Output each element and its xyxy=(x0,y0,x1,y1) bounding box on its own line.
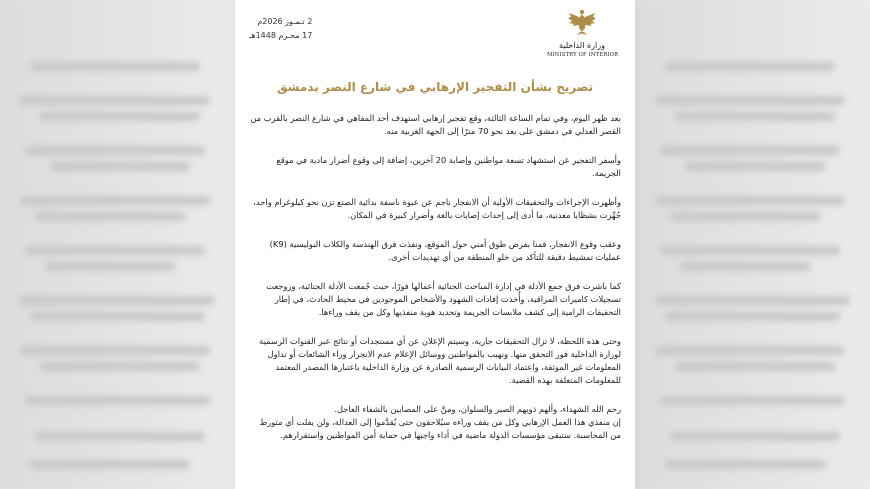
ministry-name-arabic: وزارة الداخلية xyxy=(559,41,605,50)
paragraph: بعد ظهر اليوم، وفي تمام الساعة الثالثة، وقع تفجير إرهابي استهدف أحد المقاهي في شارع النصر بالقرب من القصر العدلي في دمشق على بعد نحو 70 مترًا إلى الجهة الغربية منه. xyxy=(250,113,621,136)
background-blur-left xyxy=(0,0,235,489)
ministry-logo xyxy=(547,8,617,58)
date-block xyxy=(249,15,312,43)
background-blur-right xyxy=(635,0,870,489)
statement-title: تصريح بشأن التفجير الإرهابي في شارع النصر بدمشق xyxy=(276,80,594,94)
paragraph: وعقب وقوع الانفجار، قمنا بفرض طوق أمني حول الموقع، ونفذت فرق الهندسة والكلاب البوليسية (K9) عمليات تمشيط دقيقة للتأكد من خلو المنطقة من أي تهديدات أخرى. xyxy=(269,239,621,262)
paragraph: وأظهرت الإجراءات والتحقيقات الأولية أن الانفجار ناجم عن عبوة ناسفة بدائية الصنع تزن نحو كيلوغرام واحد، جُهِّزت بشظايا معدنية، ما أدى إلى إحداث إصابات بالغة وأضرار كبيرة في المكان. xyxy=(253,197,621,220)
paragraph: كما باشرت فرق جمع الأدلة في إدارة المباحث الجنائية أعمالها فورًا، حيث جُمعت الأدلة الجنائية، وزوجعت تسجيلات كاميرات المراقبة، وأُخذت إفادات الشهود والأشخاص الموجودين في محيط الحادث، في إطار التحقيقات الرامية إلى كشف ملابسات الجريمة وتحديد هوية منفذيها وكل من يقف وراءها. xyxy=(266,281,621,317)
statement-body xyxy=(249,112,621,458)
statement-document xyxy=(235,0,635,489)
ministry-name-english: MINISTRY OF INTERIOR xyxy=(547,52,619,58)
eagle-emblem-icon xyxy=(567,8,597,36)
paragraph: وحتى هذه اللحظة، لا تزال التحقيقات جارية، وسيتم الإعلان عن أي مستجدات أو نتائج عبر القنوات الرسمية لوزارة الداخلية فور التحقق منها. ونهيب بالمواطنين ووسائل الإعلام عدم الانجرار وراء الشائعات أو تداول المعلومات غير الموثقة، واعتماد البيانات الرسمية الصادرة عن وزارة الداخلية باعتبارها المصدر المعتمد للمعلومات المتعلقة بهذه القضية. xyxy=(259,336,621,385)
date-hijri: 17 محـرم 1448هـ xyxy=(249,31,313,40)
paragraph: إن منفذي هذا العمل الإرهابي وكل من يقف وراءه سيُلاحقون حتى يُقدَّموا إلى العدالة، ولن يفلت أي متورط من المحاسبة. ستبقى مؤسسات الدولة ماضية في أداء واجبها في حماية أمن المواطنين واستقرارهم. xyxy=(259,417,621,440)
paragraph: وأسفر التفجير عن استشهاد تسعة مواطنين وإصابة 20 آخرين، إضافة إلى وقوع أضرار مادية في موقع الجريمة. xyxy=(276,155,621,178)
date-gregorian: 2 تـمـوز 2026م xyxy=(257,17,313,26)
paragraph: رحم الله الشهداء، وألهم ذويهم الصبر والسلوان، ومنَّ على المصابين بالشفاء العاجل. xyxy=(334,404,621,414)
